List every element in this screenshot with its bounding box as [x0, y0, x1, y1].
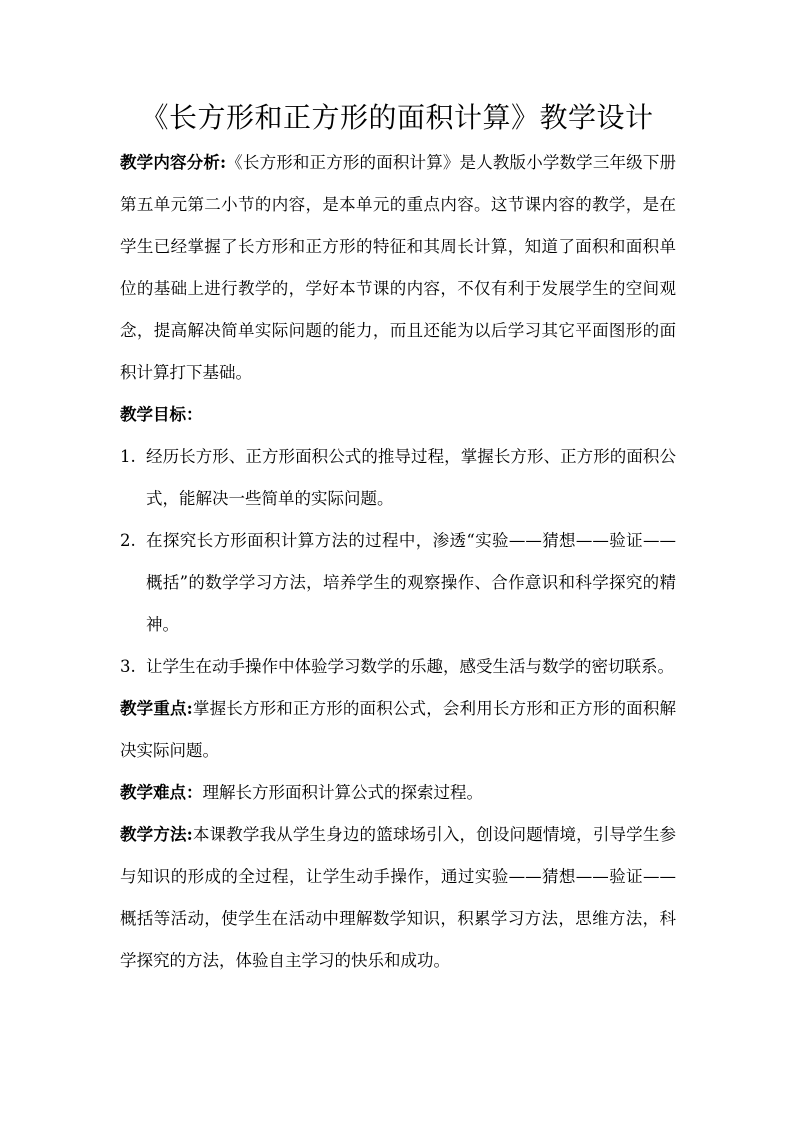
key-points-label: 教学重点: — [120, 699, 193, 718]
difficulties-label: 教学难点： — [120, 783, 203, 802]
objectives-label: 教学目标： — [120, 405, 203, 424]
key-points-text: 掌握长方形和正方形的面积公式，会利用长方形和正方形的面积解决实际问题。 — [120, 699, 677, 760]
objective-item-2 — [120, 520, 676, 646]
methods-paragraph — [120, 814, 676, 982]
difficulties-text: 理解长方形面积计算公式的探索过程。 — [202, 783, 483, 802]
content-analysis-text: 《长方形和正方形的面积计算》是人教版小学数学三年级下册第五单元第二小节的内容，是本单元的重点内容。这节课内容的教学，是在学生已经掌握了长方形和正方形的特征和其周长计算，知道了面积和面积单位的基础上进行教学的，学好本节课的内容，不仅有利于发展学生的空间观念，提高解决简单实际问题的能力，而且还能为以后学习其它平面图形的面积计算打下基础。 — [120, 153, 677, 382]
objectives-heading — [120, 394, 676, 436]
objective-number: 1. — [120, 447, 136, 466]
objective-number: 3. — [120, 657, 136, 676]
objective-text: 在探究长方形面积计算方法的过程中，渗透“实验——猜想——验证——概括”的数学学习方法，培养学生的观察操作、合作意识和科学探究的精神。 — [146, 531, 676, 634]
objective-text: 经历长方形、正方形面积公式的推导过程，掌握长方形、正方形的面积公式，能解决一些简单的实际问题。 — [146, 447, 676, 508]
document-title: 《长方形和正方形的面积计算》教学设计 — [140, 101, 654, 134]
content-analysis-paragraph — [120, 142, 676, 394]
methods-label: 教学方法: — [120, 825, 193, 844]
document-body — [120, 142, 676, 982]
objective-item-3 — [120, 646, 676, 688]
objective-text: 让学生在动手操作中体验学习数学的乐趣，感受生活与数学的密切联系。 — [146, 657, 674, 676]
key-points-paragraph — [120, 688, 676, 772]
methods-text: 本课教学我从学生身边的篮球场引入，创设问题情境，引导学生参与知识的形成的全过程，让学生动手操作，通过实验——猜想——验证——概括等活动，使学生在活动中理解数学知识，积累学习方法，思维方法，科学探究的方法，体验自主学习的快乐和成功。 — [120, 825, 677, 970]
content-analysis-label: 教学内容分析: — [120, 153, 227, 172]
difficulties-paragraph — [120, 772, 676, 814]
objective-item-1 — [120, 436, 676, 520]
objective-number: 2. — [120, 531, 136, 550]
